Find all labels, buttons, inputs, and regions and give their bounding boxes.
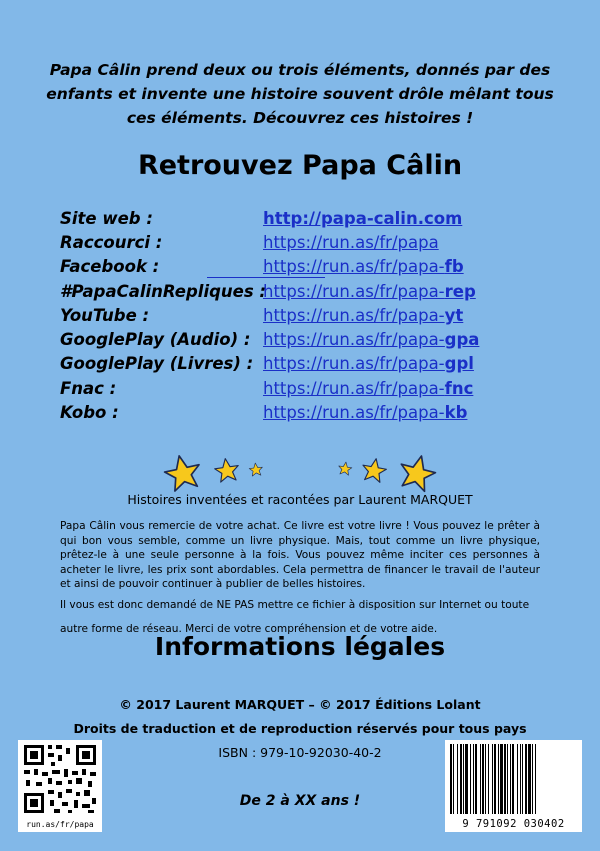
link-url-googleplay-audio[interactable]: https://run.as/fr/papa-gpa: [263, 330, 480, 350]
star-icon: [162, 455, 203, 492]
barcode-bar: [463, 744, 464, 814]
barcode-bar: [475, 744, 477, 814]
barcode-bar: [453, 744, 454, 814]
barcode-number: 9 791092 030402: [462, 818, 565, 830]
page-title: Retrouvez Papa Câlin: [137, 150, 463, 181]
links-list: [60, 206, 479, 425]
age-range: De 2 à XX ans !: [239, 793, 361, 809]
barcode-bar: [480, 744, 481, 814]
link-url-site[interactable]: http://papa-calin.com: [263, 208, 463, 228]
link-label: Facebook :: [60, 257, 160, 277]
isbn-label: ISBN :: [218, 745, 257, 760]
link-label: YouTube :: [60, 305, 150, 325]
link-row-site: [60, 206, 479, 230]
barcode-bar: [522, 744, 523, 814]
barcode-bar: [512, 744, 514, 814]
barcode-bar: [492, 744, 493, 814]
barcode-bar: [525, 744, 527, 814]
link-row-googleplay-audio: [60, 327, 479, 351]
link-label: Fnac :: [60, 378, 117, 398]
link-label: GooglePlay (Audio) :: [60, 330, 251, 350]
barcode-bar: [465, 744, 468, 814]
star-icon: [361, 457, 388, 483]
thanks-paragraph: Papa Câlin vous remercie de votre achat. Ce livre est votre livre ! Vous pouvez le prêter à qui bon vous semble, comme un livre physique. Mais, tout comme un livre physique, prêtez-le à une seule personne à la fois. Vous pouvez même inciter ces personnes à acheter le livre, les prix sont abordables. Cela permettra de financer le travail de l'auteur et ainsi de pouvoir continuer à publier de belles histoires.: [60, 520, 540, 591]
barcode-bar: [470, 744, 471, 814]
notice-line-1: Il vous est donc demandé de NE PAS mettre ce fichier à disposition sur Internet ou toute: [60, 599, 530, 611]
legal-heading: Informations légales: [154, 632, 446, 661]
qr-code[interactable]: [18, 740, 102, 832]
link-row-shortcut: [60, 230, 479, 254]
barcode-bar: [457, 744, 458, 814]
link-url-kobo[interactable]: https://run.as/fr/papa-kb: [263, 403, 468, 423]
link-url-shortcut[interactable]: https://run.as/fr/papa: [263, 232, 439, 252]
rights-line: Droits de traduction et de reproduction réservés pour tous pays: [73, 721, 527, 736]
link-url-youtube[interactable]: https://run.as/fr/papa-yt: [263, 305, 464, 325]
link-url-facebook[interactable]: https://run.as/fr/papa-fb: [263, 257, 464, 277]
barcode-bar: [517, 744, 518, 814]
link-row-fnac: [60, 376, 479, 400]
barcode-bar: [450, 744, 452, 814]
link-label: GooglePlay (Livres) :: [60, 354, 254, 374]
link-row-youtube: [60, 303, 479, 327]
link-label: Kobo :: [60, 403, 119, 423]
barcode-bar: [520, 744, 521, 814]
barcode-bar: [528, 744, 531, 814]
qr-caption: run.as/fr/papa: [26, 820, 94, 829]
link-row-googleplay-books: [60, 352, 479, 376]
link-label: #PapaCalinRepliques :: [60, 281, 267, 301]
star-icon: [338, 461, 353, 475]
notice-line-2: autre forme de réseau. Merci de votre compréhension et de votre aide.: [60, 623, 438, 635]
star-icon: [396, 455, 438, 493]
link-row-kobo: [60, 400, 479, 424]
star-icon: [249, 462, 264, 476]
qr-code-icon: [18, 740, 102, 818]
link-url-googleplay-books[interactable]: https://run.as/fr/papa-gpl: [263, 354, 474, 374]
star-icon: [214, 457, 241, 483]
link-row-repliques: [60, 279, 479, 303]
barcode: [445, 740, 582, 832]
facebook-underline: [207, 277, 325, 278]
barcode-bar: [460, 744, 462, 814]
barcode-bar: [532, 744, 533, 814]
isbn-value: 979-10-92030-40-2: [260, 745, 382, 760]
link-label: Raccourci :: [60, 232, 163, 252]
barcode-bar: [504, 744, 506, 814]
barcode-bar: [473, 744, 474, 814]
intro-text: Papa Câlin prend deux ou trois éléments, donnés par des enfants et invente une histoire souvent drôle mêlant tous ces éléments. Découvrez ces histoires !: [46, 61, 554, 127]
barcode-bar: [510, 744, 511, 814]
barcode-bar: [535, 744, 536, 814]
link-row-facebook: [60, 255, 479, 279]
barcode-bar: [494, 744, 496, 814]
barcode-bar: [507, 744, 508, 814]
barcode-bar: [500, 744, 503, 814]
barcode-bars: [445, 740, 582, 816]
barcode-bar: [498, 744, 499, 814]
barcode-bar: [482, 744, 484, 814]
link-url-fnac[interactable]: https://run.as/fr/papa-fnc: [263, 378, 474, 398]
link-url-repliques[interactable]: https://run.as/fr/papa-rep: [263, 281, 476, 301]
byline: Histoires inventées et racontées par Laurent MARQUET: [127, 492, 473, 507]
barcode-bar: [485, 744, 486, 814]
link-label: Site web :: [60, 208, 153, 228]
barcode-bar: [488, 744, 489, 814]
copyright-line: © 2017 Laurent MARQUET – © 2017 Éditions Lolant: [119, 697, 481, 712]
stars-decoration: [0, 455, 600, 497]
